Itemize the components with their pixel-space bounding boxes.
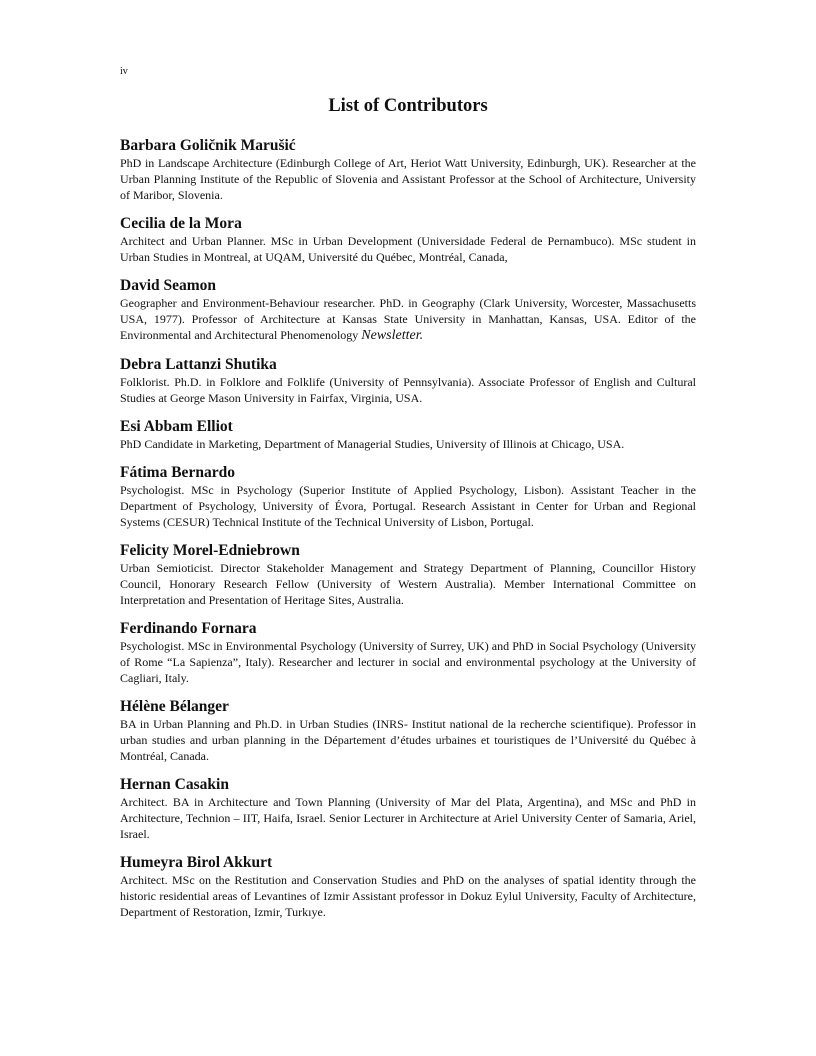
contributor-entry [120, 355, 696, 406]
contributor-bio [120, 295, 696, 344]
contributor-bio: Architect and Urban Planner. MSc in Urban Development (Universidade Federal de Pernambuco). MSc student in Urban Studies in Montreal, at UQAM, Université du Québec, Montréal, Canada, [120, 234, 696, 264]
contributor-name: Felicity Morel-Edniebrown [120, 542, 300, 559]
contributor-list [120, 136, 696, 931]
contributor-bio: Psychologist. MSc in Psychology (Superior Institute of Applied Psychology, Lisbon). Assistant Teacher in the Department of Psychology, University of Évora, Portugal. Research Assistant in Center for Urban and Regional Systems (CESUR) Technical Institute of the Technical University of Lisbon, Portugal. [120, 483, 696, 529]
contributor-entry [120, 214, 696, 265]
contributor-entry [120, 276, 696, 344]
contributor-bio: Psychologist. MSc in Environmental Psychology (University of Surrey, UK) and PhD in Social Psychology (University of Rome “La Sapienza”, Italy). Researcher and lecturer in social and environmental psychology at the University of Cagliari, Italy. [120, 639, 696, 685]
contributor-bio: PhD Candidate in Marketing, Department of Managerial Studies, University of Illinois at Chicago, USA. [120, 437, 625, 451]
contributor-entry [120, 541, 696, 608]
contributor-bio: PhD in Landscape Architecture (Edinburgh College of Art, Heriot Watt University, Edinburgh, UK). Researcher at the Urban Planning Institute of the Republic of Slovenia and Assistant Professor at the School of Architecture, University of Maribor, Slovenia. [120, 156, 696, 202]
contributor-entry [120, 463, 696, 530]
contributor-name: Hélène Bélanger [120, 698, 229, 715]
contributor-bio: BA in Urban Planning and Ph.D. in Urban Studies (INRS- Institut national de la recherche scientifique). Professor in urban studies and urban planning in the Département d’études urbaines et touristiques de l’Université du Québec à Montréal, Canada. [120, 717, 696, 763]
contributor-name: Cecilia de la Mora [120, 215, 242, 232]
contributor-entry [120, 417, 696, 452]
contributor-bio: Architect. MSc on the Restitution and Conservation Studies and PhD on the analyses of spatial identity through the historic residential areas of Levantines of Izmir Assistant professor in Dokuz Eylul University, Faculty of Architecture, Department of Restoration, Izmir, Turkıye. [120, 873, 696, 919]
contributor-name: Esi Abbam Elliot [120, 418, 233, 435]
contributor-name: Barbara Goličnik Marušić [120, 137, 296, 154]
contributor-name: David Seamon [120, 277, 217, 294]
contributor-entry [120, 853, 696, 920]
contributor-name: Fátima Bernardo [120, 464, 235, 481]
contributor-entry [120, 697, 696, 764]
contributor-name: Hernan Casakin [120, 776, 229, 793]
contributor-bio-text: Geographer and Environment-Behaviour researcher. PhD. in Geography (Clark University, Worcester, Massachusetts USA, 1977). Professor of Architecture at Kansas State University in Manhattan, Kansas, USA. Editor of the Environmental and Architectural Phenomenology [120, 296, 696, 342]
contributor-name: Humeyra Birol Akkurt [120, 854, 273, 871]
contributor-entry [120, 775, 696, 842]
page-title: List of Contributors [328, 96, 488, 116]
contributor-entry [120, 619, 696, 686]
contributor-bio: Folklorist. Ph.D. in Folklore and Folklife (University of Pennsylvania). Associate Professor of English and Cultural Studies at George Mason University in Fairfax, Virginia, USA. [120, 375, 696, 405]
contributor-entry [120, 136, 696, 203]
page-number: iv [120, 66, 128, 77]
contributor-bio: Architect. BA in Architecture and Town Planning (University of Mar del Plata, Argentina), and MSc and PhD in Architecture, Technion – IIT, Haifa, Israel. Senior Lecturer in Architecture at Ariel University Center of Samaria, Ariel, Israel. [120, 795, 696, 841]
contributor-bio: Urban Semioticist. Director Stakeholder Management and Strategy Department of Planning, Councillor History Council, Honorary Research Fellow (University of Western Australia). Member International Committee on Interpretation and Presentation of Heritage Sites, Australia. [120, 561, 696, 607]
newsletter-italic: Newsletter. [361, 328, 424, 343]
contributor-name: Debra Lattanzi Shutika [120, 356, 277, 373]
contributor-name: Ferdinando Fornara [120, 620, 257, 637]
